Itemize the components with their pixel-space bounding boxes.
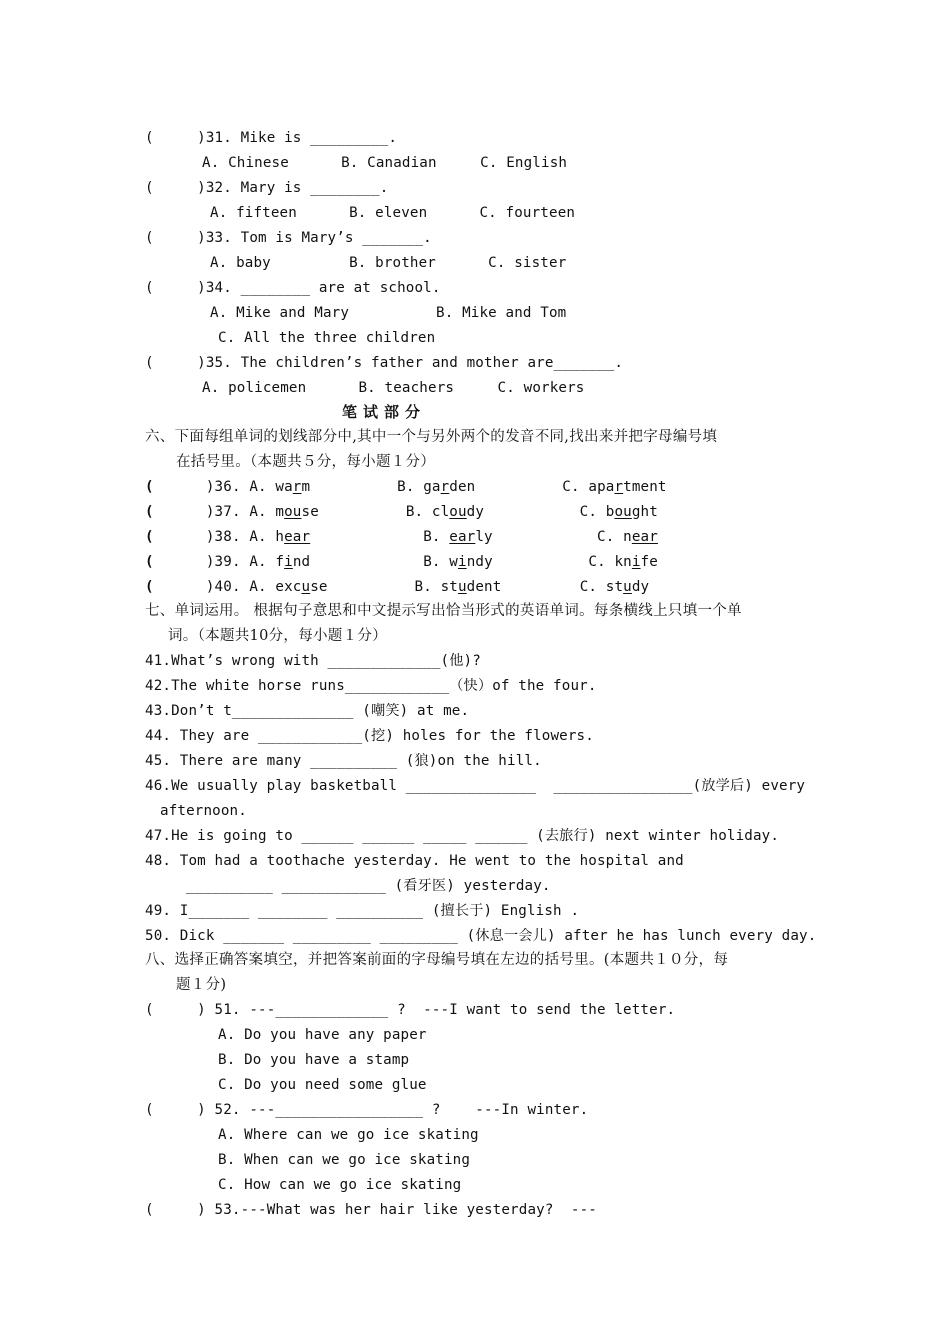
section6-instruction-line2: 在括号里。（本题共５分，每小题１分） (176, 454, 436, 470)
question-48-continued: __________ ____________ (看牙医) yesterday. (186, 878, 551, 894)
question-48: 48. Tom had a toothache yesterday. He went to the hospital and (145, 853, 684, 869)
question-47: 47.He is going to ______ ______ _____ ______ (去旅行) next winter holiday. (145, 828, 780, 844)
question-40: ( )40. A. excuse B. student C. study (145, 579, 650, 595)
question-31-options: A. Chinese B. Canadian C. English (202, 155, 568, 171)
question-49: 49. I_______ ________ __________ (擅长于) English . (145, 903, 580, 919)
question-36: ( )36. A. warm B. garden C. apartment (145, 479, 667, 495)
answer-paren: ( ) (145, 130, 206, 146)
question-42: 42.The white horse runs____________（快）of the four. (145, 678, 597, 694)
section8-instruction-line1: 八、选择正确答案填空，并把答案前面的字母编号填在左边的括号里。(本题共１０分，每 (145, 952, 729, 968)
question-53: ( ) 53.---What was her hair like yesterday? --- (145, 1202, 597, 1218)
question-35: ( )35. The children’s father and mother are_______. (145, 355, 624, 371)
question-41: 41.What’s wrong with _____________(他)? (145, 653, 481, 669)
question-46-continued: afternoon. (160, 803, 247, 819)
question-45: 45. There are many __________ (狼)on the hill. (145, 753, 542, 769)
section7-instruction-line1: 七、单词运用。 根据句子意思和中文提示写出恰当形式的英语单词。每条横线上只填一个单 (145, 603, 742, 619)
question-52-option-a: A. Where can we go ice skating (218, 1127, 479, 1143)
question-50: 50. Dick _______ _________ _________ (休息一会儿) after he has lunch every day. (145, 928, 817, 944)
question-51-option-a: A. Do you have any paper (218, 1027, 427, 1043)
question-39: ( )39. A. find B. windy C. knife (145, 554, 658, 570)
question-38: ( )38. A. hear B. early C. near (145, 529, 658, 545)
question-33-options: A. baby B. brother C. sister (210, 255, 567, 271)
question-52-option-c: C. How can we go ice skating (218, 1177, 462, 1193)
question-34: ( )34. ________ are at school. (145, 280, 441, 296)
section8-instruction-line2: 题１分) (176, 977, 227, 993)
question-52-option-b: B. When can we go ice skating (218, 1152, 471, 1168)
question-34-option-c: C. All the three children (218, 330, 436, 346)
section7-instruction-line2: 词。（本题共10分，每小题１分） (168, 628, 387, 644)
section6-instruction-line1: 六、下面每组单词的划线部分中,其中一个与另外两个的发音不同,找出来并把字母编号填 (145, 429, 718, 445)
question-44: 44. They are ____________(挖) holes for the flowers. (145, 728, 594, 744)
question-51-option-b: B. Do you have a stamp (218, 1052, 410, 1068)
question-37: ( )37. A. mouse B. cloudy C. bought (145, 504, 658, 520)
question-51: ( ) 51. ---_____________ ? ---I want to send the letter. (145, 1002, 676, 1018)
question-33: ( )33. Tom is Mary’s _______. (145, 230, 432, 246)
question-52: ( ) 52. ---_________________ ? ---In winter. (145, 1102, 589, 1118)
question-31: ( )31. Mike is _________. (145, 130, 398, 146)
question-46: 46.We usually play basketball _______________ ________________(放学后) every (145, 778, 806, 794)
question-35-options: A. policemen B. teachers C. workers (202, 380, 585, 396)
written-section-header: 笔试部分 (342, 403, 427, 421)
question-43: 43.Don’t t______________ (嘲笑) at me. (145, 703, 470, 719)
question-32-options: A. fifteen B. eleven C. fourteen (210, 205, 576, 221)
question-51-option-c: C. Do you need some glue (218, 1077, 427, 1093)
question-34-options: A. Mike and Mary B. Mike and Tom (210, 305, 567, 321)
question-32: ( )32. Mary is ________. (145, 180, 389, 196)
